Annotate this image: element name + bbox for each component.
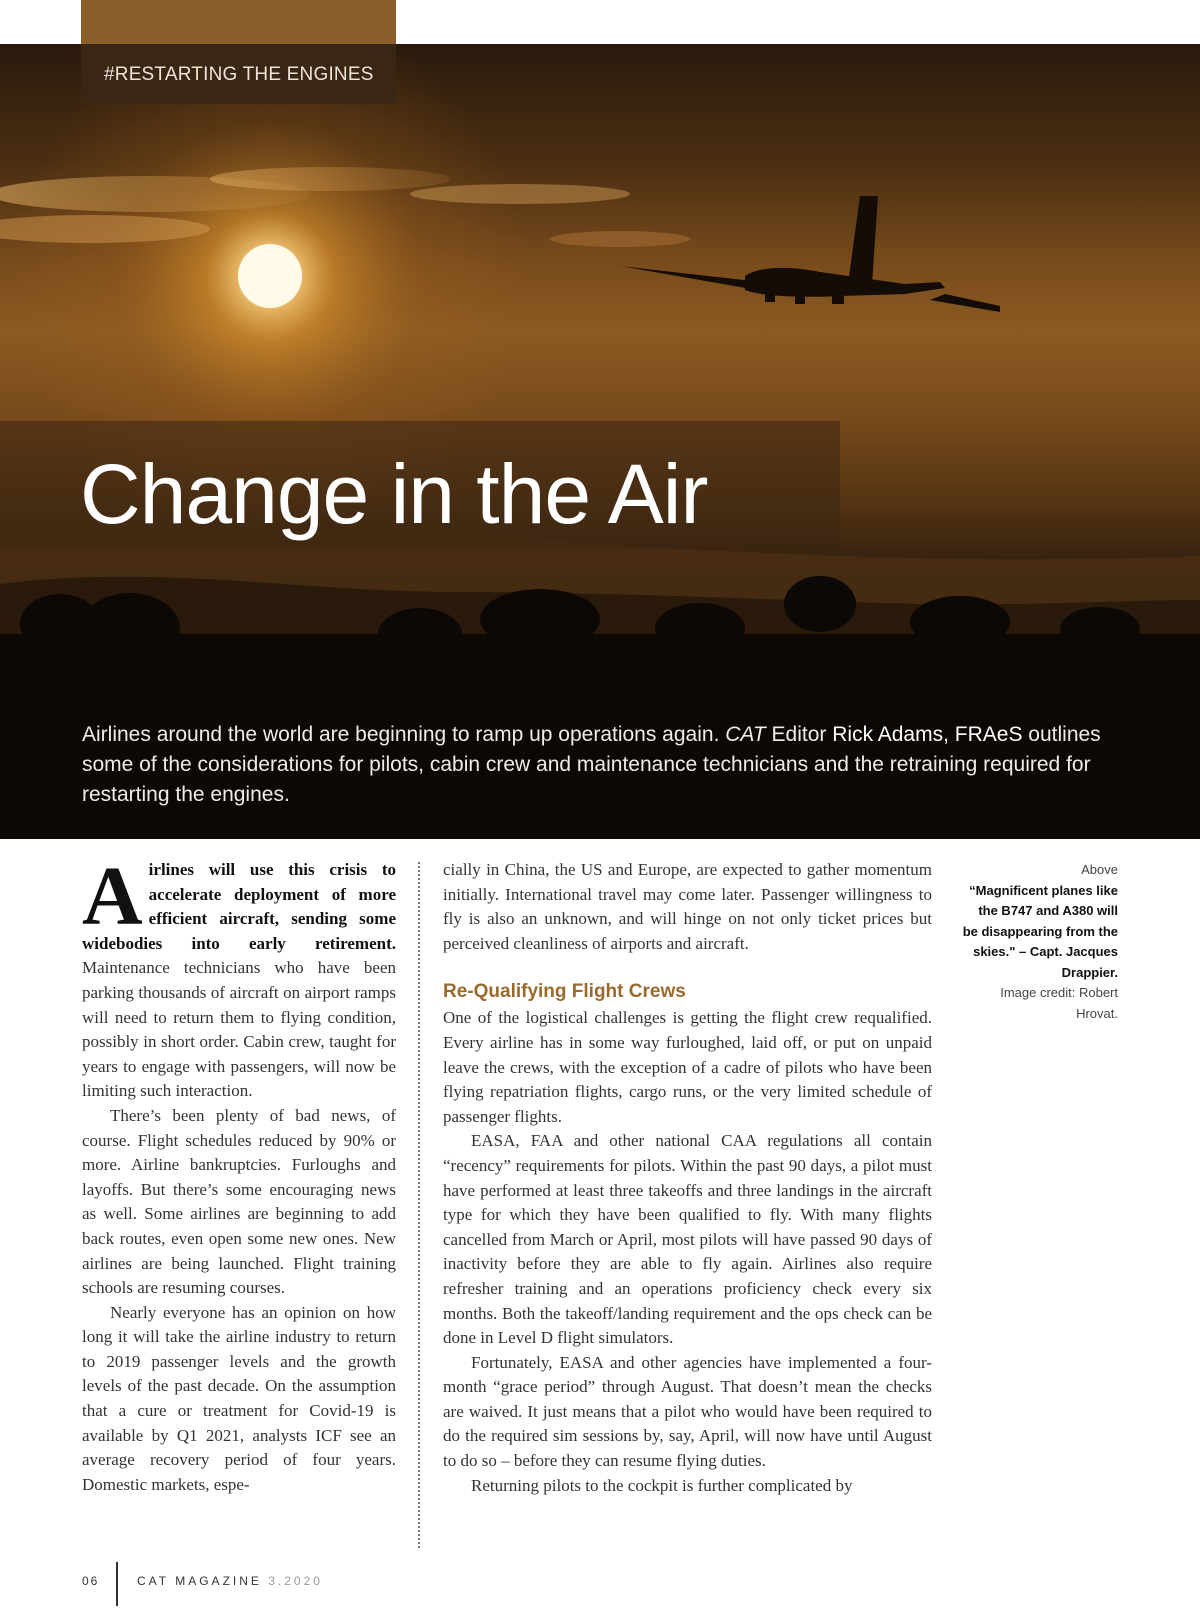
caption-credit: Image credit: Robert Hrovat. xyxy=(1000,985,1118,1021)
paragraph-3-continued: cially in China, the US and Europe, are expected to gather momentum initially. International travel may come later. Passenger willingness to fly is also an unknown, and will hinge on not only ticket prices but perceived cleanliness of airports and aircraft. xyxy=(443,860,932,953)
dropcap: A xyxy=(82,850,143,943)
standfirst-text-end: outlines some of the considerations for pilots, cabin crew and maintenance technicians and the retraining required for restarting the engines. xyxy=(82,723,1101,806)
publication-name: CAT xyxy=(725,723,766,746)
lead-paragraph xyxy=(82,850,396,1104)
paragraph-2: There’s been plenty of bad news, of course. Flight schedules reduced by 90% or more. Airline bankruptcies. Furloughs and layoffs. But there’s some encouraging news as well. Some airlines are beginning to add back routes, even open some new ones. New airlines are being launched. Flight training schools are resuming courses. xyxy=(82,1105,396,1298)
standfirst xyxy=(82,720,1112,810)
article-column-1 xyxy=(82,850,396,1497)
article-title: Change in the Air xyxy=(80,447,708,542)
footer-divider xyxy=(116,1562,118,1606)
issue-number: 3.2020 xyxy=(268,1574,323,1588)
section-tag: #RESTARTING THE ENGINES xyxy=(104,64,374,85)
footer-magazine xyxy=(137,1574,323,1588)
subheading: Re-Qualifying Flight Crews xyxy=(443,981,686,1003)
paragraph-6: Fortunately, EASA and other agencies have implemented a four-month “grace period” through August. That doesn’t mean the checks are waived. It just means that a pilot who would have been required to do the required sim sessions by, say, April, will now have until August to do so – before they can resume flying duties. xyxy=(443,1352,932,1471)
caption-label: Above xyxy=(1081,862,1118,877)
column-divider xyxy=(418,862,420,1548)
paragraph-3: Nearly everyone has an opinion on how long it will take the airline industry to return to 2019 passenger levels and the growth levels of the past decade. On the assumption that a cure or treatment for Covid-19 is available by Q1 2021, analysts ICF see an average recovery period of four years. Domestic markets, espe- xyxy=(82,1302,396,1494)
magazine-name: CAT MAGAZINE xyxy=(137,1574,262,1588)
image-caption xyxy=(960,860,1118,1024)
caption-quote: “Magnificent planes like the B747 and A380 will be disappearing from the skies." – Capt. Jacques Drappier. xyxy=(962,882,1118,980)
lead-text: Maintenance technicians who have been parking thousands of aircraft on airport ramps will need to return them to flying condition, possibly in short order. Cabin crew, taught for years to engage with passengers, will now be limiting such interaction. xyxy=(82,958,396,1101)
article-column-2 xyxy=(443,858,932,1498)
author-name: Rick Adams, FRAeS xyxy=(832,723,1023,746)
standfirst-text: Airlines around the world are beginning to ramp up operations again. xyxy=(82,723,726,746)
paragraph-7: Returning pilots to the cockpit is further complicated by xyxy=(471,1475,853,1495)
lead-bold-text: irlines will use this crisis to accelerate deployment of more efficient aircraft, sending some widebodies into early retirement. xyxy=(82,860,396,953)
paragraph-5: EASA, FAA and other national CAA regulations all contain “recency” requirements for pilots. Within the past 90 days, a pilot must have performed at least three takeoffs and three landings in the aircraft type for which they have been qualified to fly. With many flights cancelled from March or April, most pilots will have passed 90 days of inactivity before they are able to fly again. Airlines also require refresher training and an operations proficiency check every six months. Both the takeoff/landing requirement and the ops check can be done in Level D flight simulators. xyxy=(443,1131,932,1348)
paragraph-4: One of the logistical challenges is getting the flight crew requalified. Every airline has in some way furloughed, laid off, or put on unpaid leave the crews, with the exception of a cadre of pilots who have been flying repatriation flights, cargo runs, or the very limited schedule of passenger flights. xyxy=(443,1008,932,1126)
standfirst-editor: Editor xyxy=(765,723,833,746)
page-number: 06 xyxy=(82,1574,100,1588)
